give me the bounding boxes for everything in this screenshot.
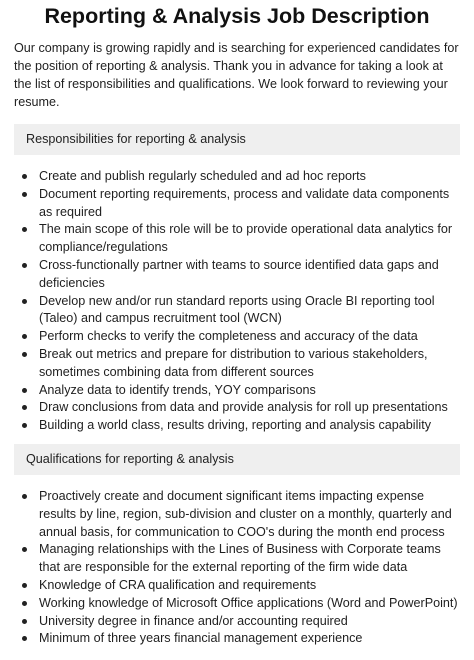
list-item: Cross-functionally partner with teams to source identified data gaps and deficiencies — [39, 257, 460, 293]
list-item: Perform checks to verify the completeness and accuracy of the data — [39, 328, 460, 346]
list-item: Knowledge of CRA qualification and requirements — [39, 577, 460, 595]
responsibilities-heading: Responsibilities for reporting & analysis — [14, 124, 460, 155]
list-item: Minimum of three years financial management experience — [39, 630, 460, 648]
qualifications-heading: Qualifications for reporting & analysis — [14, 444, 460, 475]
page-title: Reporting & Analysis Job Description — [44, 4, 430, 28]
list-item: Develop new and/or run standard reports using Oracle BI reporting tool (Taleo) and campus recruitment tool (WCN) — [39, 293, 460, 329]
list-item: Managing relationships with the Lines of Business with Corporate teams that are responsible for the external reporting of the firm wide data — [39, 541, 460, 577]
list-item: Draw conclusions from data and provide analysis for roll up presentations — [39, 399, 460, 417]
list-item: Proactively create and document significant items impacting expense results by line, region, sub-division and cluster on a monthly, quarterly and annual basis, for communication to COO's during the month end process — [39, 488, 460, 541]
qualifications-list — [14, 488, 460, 648]
list-item: Working knowledge of Microsoft Office applications (Word and PowerPoint) — [39, 595, 460, 613]
list-item: Create and publish regularly scheduled and ad hoc reports — [39, 168, 460, 186]
list-item: Building a world class, results driving, reporting and analysis capability — [39, 417, 460, 435]
list-item: University degree in finance and/or accounting required — [39, 613, 460, 631]
list-item: Analyze data to identify trends, YOY comparisons — [39, 382, 460, 400]
intro-paragraph: Our company is growing rapidly and is searching for experienced candidates for the position of reporting & analysis. Thank you in advance for taking a look at the list of responsibilities and qualifications. We look forward to reviewing your resume. — [14, 41, 459, 109]
list-item: Document reporting requirements, process and validate data components as required — [39, 186, 460, 222]
responsibilities-list — [14, 168, 460, 435]
list-item: The main scope of this role will be to provide operational data analytics for compliance/regulations — [39, 221, 460, 257]
list-item: Break out metrics and prepare for distribution to various stakeholders, sometimes combining data from different sources — [39, 346, 460, 382]
